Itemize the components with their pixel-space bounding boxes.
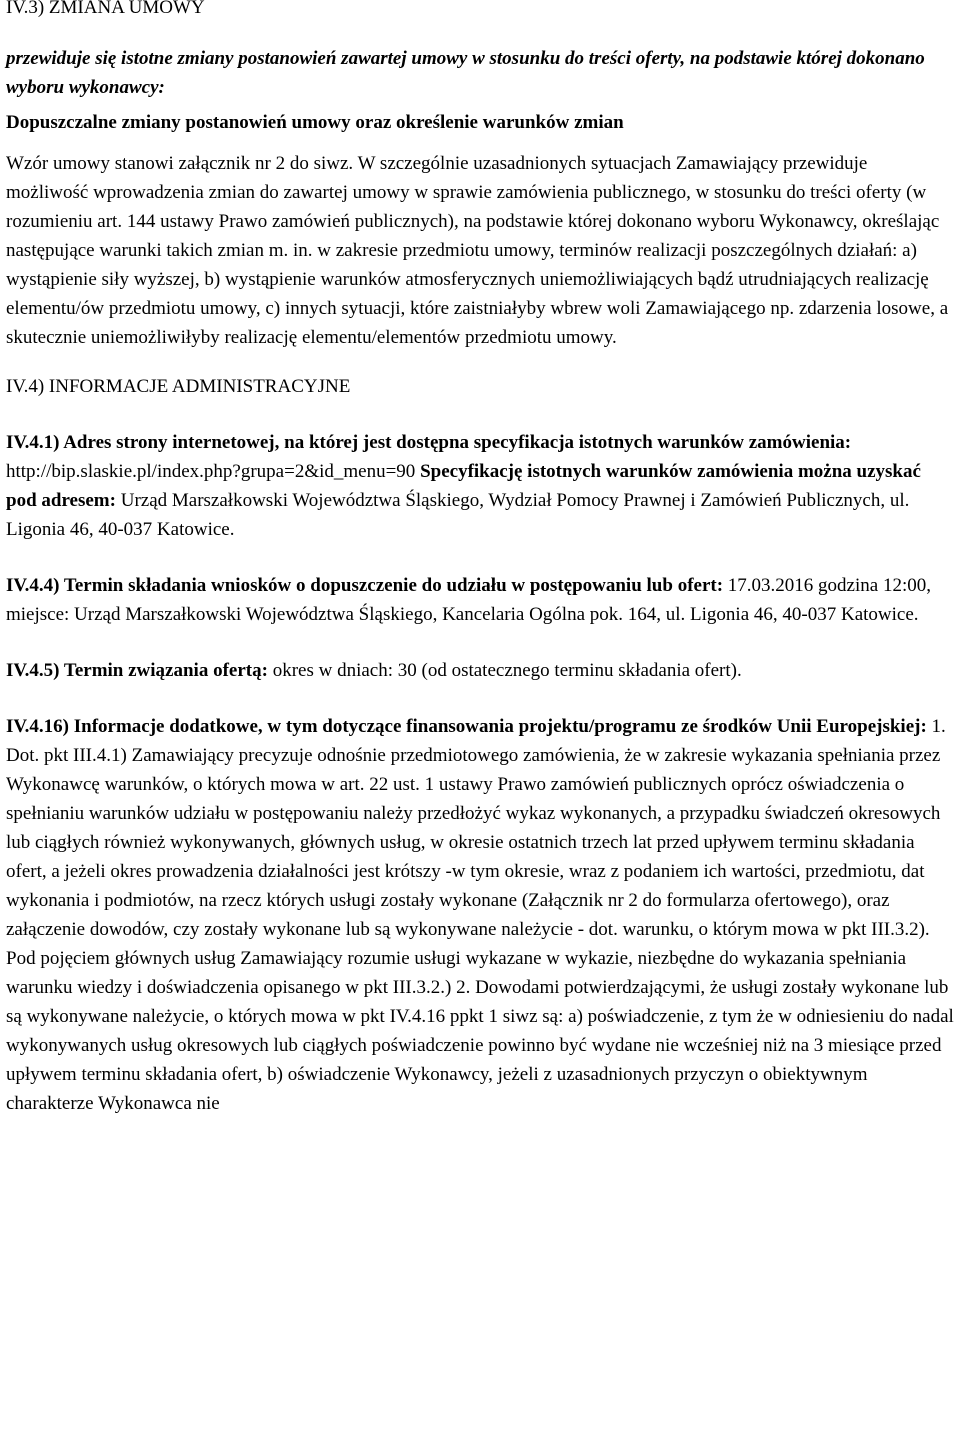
iv44-label: IV.4.4) Termin składania wniosków o dopuszczenie do udziału w postępowaniu lub ofert: xyxy=(6,575,724,596)
iv45-value: okres w dniach: 30 (od ostatecznego terminu składania ofert). xyxy=(272,660,742,681)
iv44-paragraph xyxy=(6,571,954,629)
zmiana-question: przewiduje się istotne zmiany postanowień zawartej umowy w stosunku do treści oferty, na podstawie której dokonano wyboru wykonawcy: xyxy=(6,48,925,98)
iv44-value: 17.03.2016 godzina 12:00, miejsce: Urząd Marszałkowski Województwa Śląskiego, Kancelaria Ogólna pok. 164, ul. Ligonia 46, 40-037 Katowice. xyxy=(6,575,931,625)
iv416-label: IV.4.16) Informacje dodatkowe, w tym dotyczące finansowania projektu/programu ze środków Unii Europejskiej: xyxy=(6,716,927,737)
iv416-value: 1. Dot. pkt III.4.1) Zamawiający precyzuje odnośnie przedmiotowego zamówienia, że w zakresie wykazania spełniania przez Wykonawcę warunków, o których mowa w art. 22 ust. 1 ustawy Prawo zamówień publicznych oprócz oświadczenia o spełnianiu warunków udziału w postępowaniu należy przedłożyć wykaz wykonanych, a przypadku świadczeń okresowych lub ciągłych również wykonywanych, głównych usług, w okresie ostatnich trzech lat przed upływem terminu składania ofert, a jeżeli okres prowadzenia działalności jest krótszy -w tym okresie, wraz z podaniem ich wartości, przedmiotu, dat wykonania i podmiotów, na rzecz których usługi zostały wykonane (Załącznik nr 2 do formularza ofertowego), oraz załączenie dowodów, czy zostały wykonane lub są wykonywane należycie - dot. warunku, o którym mowa w pkt III.3.2). Pod pojęciem głównych usług Zamawiający rozumie usługi wykazane w wykazie, niezbędne do wykazania spełniania warunku wiedzy i doświadczenia opisanego w pkt III.3.2.) 2. Dowodami potwierdzającymi, że usługi zostały wykonane lub są wykonywane należycie, o których mowa w pkt IV.4.16 ppkt 1 siwz są: a) poświadczenie, z tym że w odniesieniu do nadal wykonywanych usług okresowych lub ciągłych poświadczenie powinno być wydane nie wcześniej niż na 3 miesiące przed upływem terminu składania ofert, b) oświadczenie Wykonawcy, jeżeli z uzasadnionych przyczyn o obiektywnym charakterze Wykonawca nie xyxy=(6,716,954,1114)
iv41-label: IV.4.1) Adres strony internetowej, na której jest dostępna specyfikacja istotnych warunków zamówienia: xyxy=(6,432,852,453)
iv45-paragraph xyxy=(6,656,954,685)
iv41-url: http://bip.slaskie.pl/index.php?grupa=2&id_menu=90 xyxy=(6,461,416,482)
iv41-paragraph xyxy=(6,428,954,544)
iv45-label: IV.4.5) Termin związania ofertą: xyxy=(6,660,268,681)
iv41-label2: Specyfikację istotnych warunków zamówienia można uzyskać pod adresem: xyxy=(6,461,921,511)
iv416-paragraph xyxy=(6,712,954,1118)
section-heading-zmiana-umowy: IV.3) ZMIANA UMOWY xyxy=(6,0,205,18)
section-heading-informacje-administracyjne: IV.4) INFORMACJE ADMINISTRACYJNE xyxy=(6,376,351,397)
zmiana-subheading: Dopuszczalne zmiany postanowień umowy oraz określenie warunków zmian xyxy=(6,112,624,133)
iv41-value2: Urząd Marszałkowski Województwa Śląskiego, Wydział Pomocy Prawnej i Zamówień Publicznych, ul. Ligonia 46, 40-037 Katowice. xyxy=(6,490,910,540)
zmiana-body: Wzór umowy stanowi załącznik nr 2 do siwz. W szczególnie uzasadnionych sytuacjach Zamawiający przewiduje możliwość wprowadzenia zmian do zawartej umowy w sprawie zamówienia publicznego, w stosunku do treści oferty (w rozumieniu art. 144 ustawy Prawo zamówień publicznych), na podstawie której dokonano wyboru Wykonawcy, określając następujące warunki takich zmian m. in. w zakresie przedmiotu umowy, terminów realizacji poszczególnych działań: a) wystąpienie siły wyższej, b) wystąpienie warunków atmosferycznych uniemożliwiających bądź utrudniających realizację elementu/ów przedmiotu umowy, c) innych sytuacji, które zaistniałyby wbrew woli Zamawiającego np. zdarzenia losowe, a skutecznie uniemożliwiłyby realizację elementu/elementów przedmiotu umowy. xyxy=(6,153,949,348)
